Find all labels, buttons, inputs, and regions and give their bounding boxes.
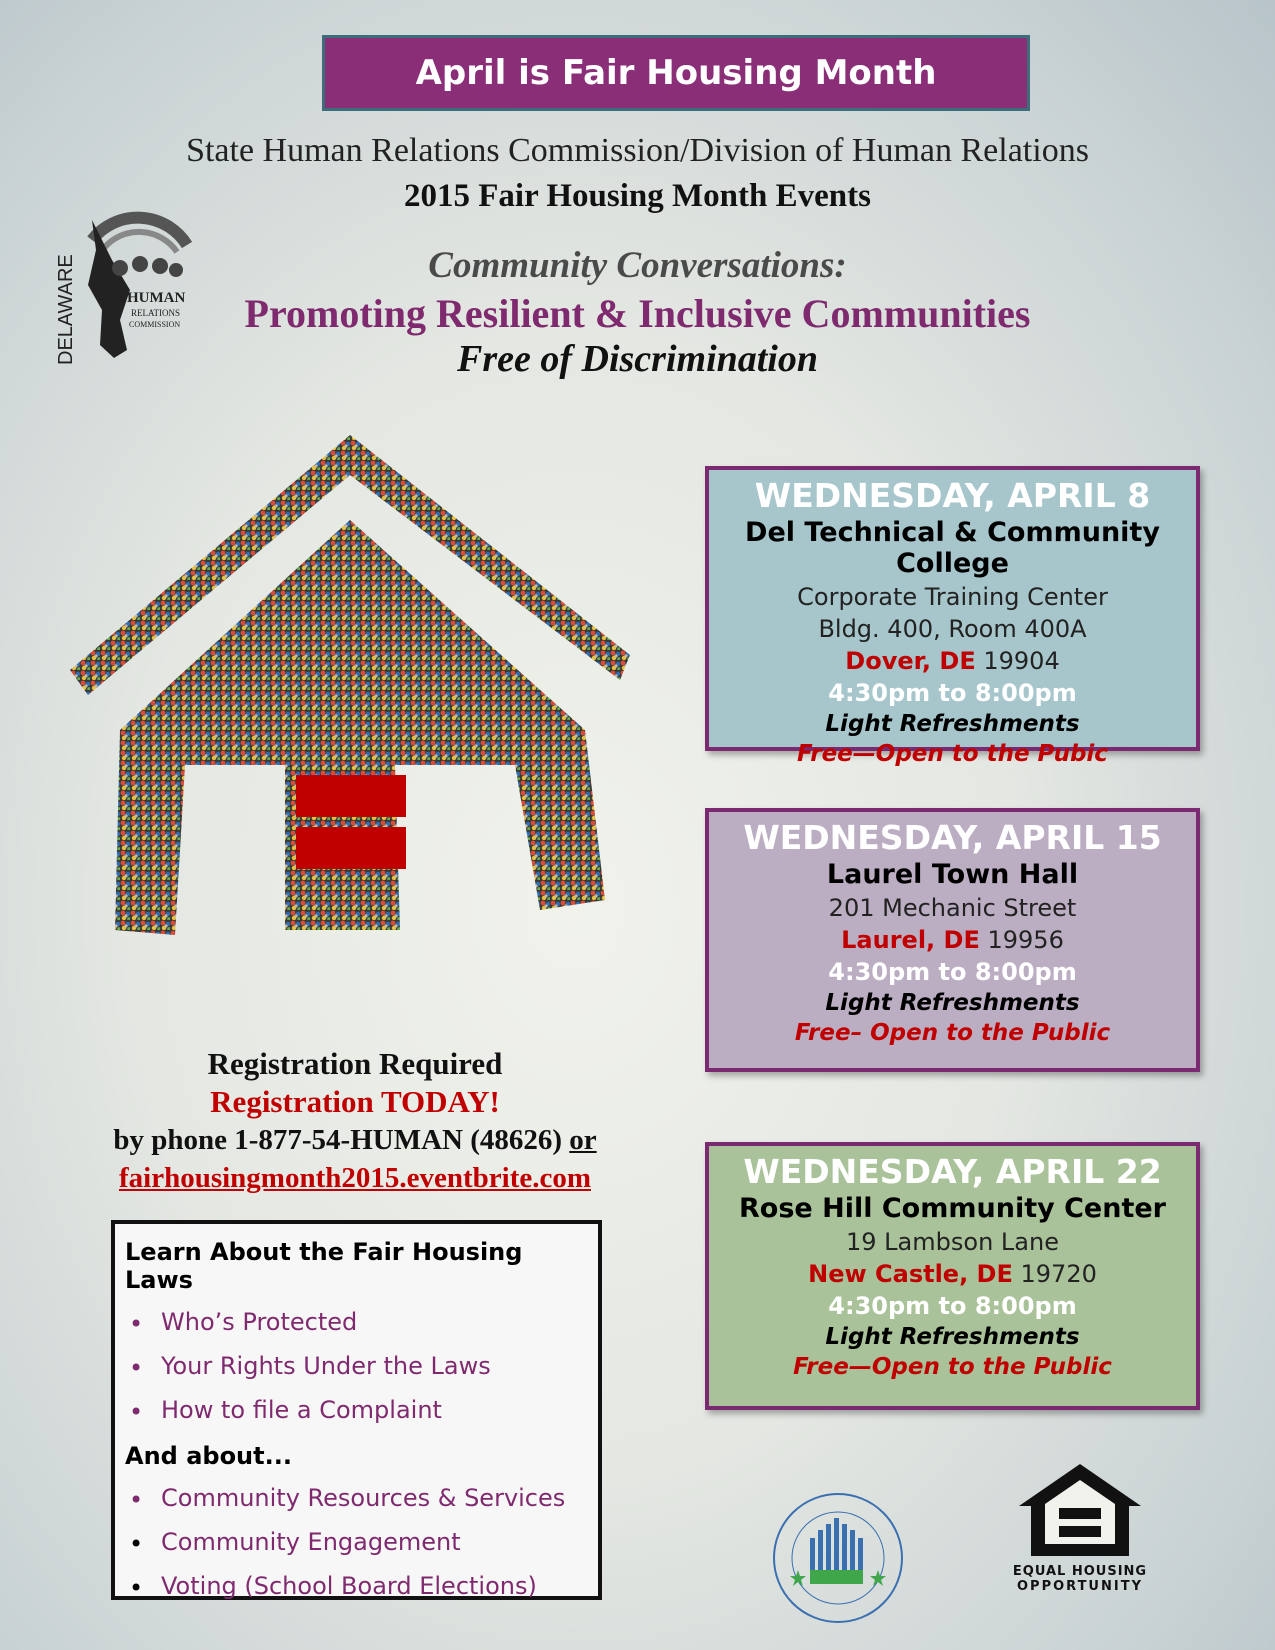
registration-required: Registration Required (207, 1046, 503, 1081)
theme-title: Promoting Resilient & Inclusive Communities (244, 291, 1031, 336)
event-day: WEDNESDAY, APRIL 15 (743, 818, 1162, 857)
event-zip: 19720 (1020, 1260, 1097, 1288)
list-item: • Who’s Protected (129, 1308, 358, 1338)
logo-line3: COMMISSION (129, 320, 181, 329)
eho-line1: EQUAL HOUSING (1012, 1564, 1148, 1579)
event-zip: 19956 (987, 926, 1064, 954)
event-free: Free—Open to the Pubic (797, 741, 1108, 767)
event-time: 4:30pm to 8:00pm (828, 679, 1077, 707)
event-refreshments: Light Refreshments (825, 1324, 1080, 1350)
event-free: Free—Open to the Public (793, 1354, 1112, 1380)
registration-phone-line (60, 1121, 650, 1159)
equal-housing-icon (1015, 1460, 1145, 1560)
event-city: Dover, DE (845, 647, 976, 675)
list-item: • Your Rights Under the Laws (129, 1352, 491, 1382)
org-title: State Human Relations Commission/Division of Human Relations (186, 132, 1089, 169)
registration-today: Registration TODAY! (210, 1084, 500, 1119)
learn-heading-2: And about... (125, 1442, 292, 1470)
commission-logo (52, 190, 197, 380)
event-venue: Laurel Town Hall (826, 859, 1079, 890)
hud-seal-icon (768, 1488, 908, 1628)
event-zip: 19904 (983, 647, 1060, 675)
event-city-line (709, 1260, 1196, 1288)
list-item: • Voting (School Board Elections) (129, 1572, 537, 1602)
event-time: 4:30pm to 8:00pm (828, 1292, 1077, 1320)
registration-phone: by phone 1-877-54-HUMAN (48626) (113, 1124, 563, 1156)
learn-list (125, 1308, 588, 1424)
event-card-april-8 (705, 466, 1200, 767)
event-city: New Castle, DE (808, 1260, 1013, 1288)
event-refreshments: Light Refreshments (825, 711, 1080, 737)
event-card-april-15 (705, 808, 1200, 1072)
event-refreshments: Light Refreshments (825, 990, 1080, 1016)
equal-housing-logo (1010, 1460, 1150, 1610)
event-venue: Rose Hill Community Center (738, 1193, 1166, 1224)
registration-block (60, 1045, 650, 1197)
eho-line2: OPPORTUNITY (1016, 1579, 1143, 1594)
event-day: WEDNESDAY, APRIL 8 (754, 476, 1151, 515)
event-free: Free– Open to the Public (794, 1020, 1111, 1046)
event-day: WEDNESDAY, APRIL 22 (743, 1152, 1162, 1191)
learn-list-2 (125, 1484, 588, 1600)
event-city: Laurel, DE (841, 926, 980, 954)
event-address-line: Bldg. 400, Room 400A (818, 615, 1087, 643)
event-city-line (709, 647, 1196, 675)
learn-heading: Learn About the Fair Housing Laws (125, 1238, 523, 1294)
logo-line1: HUMAN (127, 290, 186, 306)
list-item: • Community Resources & Services (129, 1484, 566, 1514)
logo-line2: RELATIONS (131, 308, 180, 318)
tagline: Free of Discrimination (456, 338, 819, 380)
event-time: 4:30pm to 8:00pm (828, 958, 1077, 986)
registration-link[interactable]: fairhousingmonth2015.eventbrite.com (118, 1162, 592, 1194)
event-address-line: 19 Lambson Lane (846, 1228, 1059, 1256)
event-venue: Del Technical & Community College (745, 517, 1160, 579)
list-item: • How to file a Complaint (129, 1396, 442, 1426)
event-card-april-22 (705, 1142, 1200, 1410)
registration-or: or (569, 1124, 597, 1156)
series-title: Community Conversations: (428, 245, 847, 286)
month-banner: April is Fair Housing Month (322, 35, 1030, 111)
event-address-line: 201 Mechanic Street (828, 894, 1077, 922)
list-item: • Community Engagement (129, 1528, 461, 1558)
events-title: 2015 Fair Housing Month Events (404, 178, 871, 214)
logo-state: DELAWARE (55, 254, 77, 365)
event-city-line (709, 926, 1196, 954)
event-address-line: Corporate Training Center (797, 583, 1108, 611)
learn-box (111, 1220, 602, 1600)
people-house-illustration (60, 430, 680, 1000)
